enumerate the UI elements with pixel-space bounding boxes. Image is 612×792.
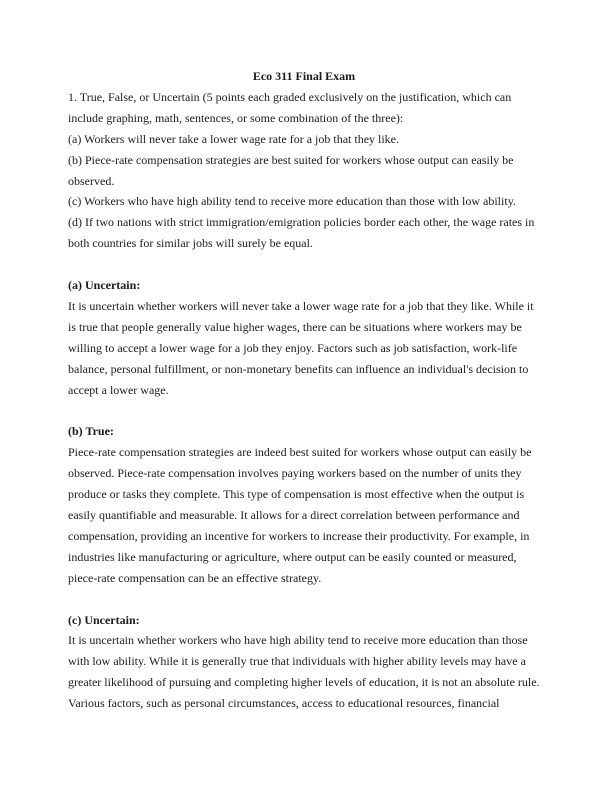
- answer-a-body: It is uncertain whether workers will never take a lower wage rate for a job that they like. While it is true that people generally value higher wages, there can be situations where workers may be willing to accept a lower wage for a job they enjoy. Factors such as job satisfaction, work-life balance, personal fulfillment, or non-monetary benefits can influence an individual's decision to accept a lower wage.: [68, 298, 534, 397]
- answer-a-heading: (a) Uncertain:: [68, 278, 141, 293]
- answer-c-heading: (c) Uncertain:: [68, 612, 140, 627]
- document-title: Eco 311 Final Exam: [252, 69, 356, 83]
- question-item-d: (d) If two nations with strict immigration/emigration policies border each other, the wage rates in both countries for similar jobs will surely be equal.: [68, 215, 535, 251]
- question-item-a: (a) Workers will never take a lower wage rate for a job that they like.: [68, 131, 400, 146]
- answer-section-b: [68, 421, 540, 588]
- question-intro: 1. True, False, or Uncertain (5 points each graded exclusively on the justification, which can include graphing, math, sentences, or some combination of the three):: [68, 89, 512, 125]
- answer-b-heading: (b) True:: [68, 424, 114, 439]
- question-item-c: (c) Workers who have high ability tend to receive more education than those with low ability.: [68, 194, 516, 209]
- answer-section-c: [68, 610, 540, 715]
- answer-b-body: Piece-rate compensation strategies are indeed best suited for workers whose output can easily be observed. Piece-rate compensation involves paying workers based on the number of units they produce or tasks they complete. This type of compensation is most effective when the output is easily quantifiable and measurable. It allows for a direct correlation between performance and compensation, providing an incentive for workers to increase their productivity. For example, in industries like manufacturing or agriculture, where output can be easily counted or measured, piece-rate compensation can be an effective strategy.: [68, 445, 532, 585]
- answer-c-body: It is uncertain whether workers who have high ability tend to receive more education than those with low ability. While it is generally true that individuals with higher ability levels may have a greater likelihood of pursuing and completing higher levels of education, it is not an absolute rule. Various factors, such as personal circumstances, access to educational resources, financial: [68, 633, 540, 711]
- question-item-b: (b) Piece-rate compensation strategies are best suited for workers whose output can easily be observed.: [68, 152, 514, 188]
- answer-section-a: [68, 275, 540, 400]
